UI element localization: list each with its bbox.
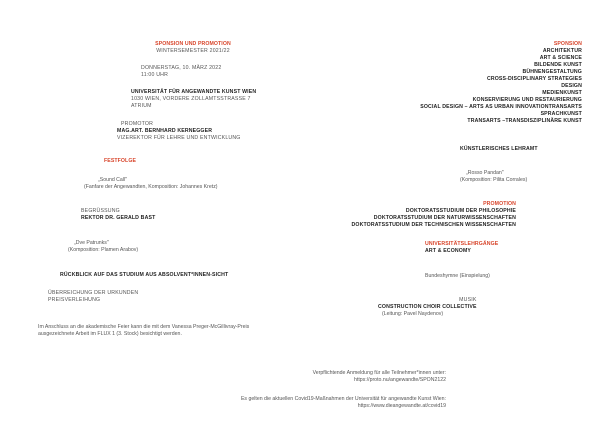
music-name: CONSTRUCTION CHOIR COLLECTIVE [378,304,477,310]
exhibition-note-line-1: Im Anschluss an die akademische Feier kann die mit dem Vanessa Preger-McGillivray-Preis [38,324,250,330]
sponsion-item: KONSERVIERUNG UND RESTAURIERUNG [472,97,582,103]
covid-line-1: Es gelten die aktuellen Covid19-Maßnahmen der Universität für angewandte Kunst Wien: [240,396,446,402]
rosso-pandan-credit: (Komposition: Pilita Corrales) [460,177,528,183]
registration-link[interactable]: https://proto.nu/angewandte/SPON2122 [354,377,446,383]
sound-call-title: „Sound Call" [98,177,127,183]
exhibition-note-line-2: ausgezeichnete Arbeit im FLUX 1 (3. Stock) besichtigt werden. [38,331,182,337]
promotion-list [351,208,516,229]
dve-patrunks-item [68,240,138,254]
sponsion-item: DESIGN [561,83,582,89]
music-section [378,297,477,318]
promotion-item: DOKTORATSSTUDIUM DER TECHNISCHEN WISSENSCHAFTEN [351,222,516,228]
sponsion-item: SOCIAL DESIGN – ARTS AS URBAN INNOVATIONTRANSARTS [420,104,582,110]
date-time [141,65,221,79]
promotion-heading: PROMOTION [483,201,516,207]
event-date: DONNERSTAG, 10. MÄRZ 2022 [141,65,222,71]
left-heading: SPONSION UND PROMOTION [155,41,231,47]
courses-heading: UNIVERSITÄTSLEHRGÄNGE [425,241,499,247]
courses-section [425,241,498,255]
registration-note [313,370,446,384]
covid-note [241,396,446,410]
sponsion-item: ART & SCIENCE [539,55,582,61]
sponsion-item: SPRACHKUNST [540,111,582,117]
promotor [117,121,241,142]
welcome-label: BEGRÜSSUNG [81,208,120,214]
sponsion-item: CROSS-DISCIPLINARY STRATEGIES [486,76,582,82]
rosso-pandan-title: „Rosso Pandan" [466,170,504,176]
handover-awards: PREISVERLEIHUNG [48,297,101,303]
sponsion-heading: SPONSION [553,41,582,47]
handover-certificates: ÜBERREICHUNG DER URKUNDEN [48,290,139,296]
anthem-item: Bundeshymne (Einspielung) [425,273,490,279]
venue: ATRIUM [131,103,152,109]
dve-patrunks-credit: (Komposition: Plamen Arabov) [68,247,139,253]
event-header [143,41,243,55]
promotor-role: VIZEREKTOR FÜR LEHRE UND ENTWICKLUNG [117,135,241,141]
welcome-item [81,208,155,222]
sponsion-item: BILDENDE KUNST [534,62,582,68]
welcome-name: REKTOR DR. GERALD BAST [81,215,156,221]
promotion-item: DOKTORATSSTUDIUM DER NATURWISSENSCHAFTEN [373,215,516,221]
exhibition-note [38,324,249,338]
sponsion-item: BÜHNENGESTALTUNG [522,69,582,75]
music-label: MUSIK [459,297,477,303]
festfolge-heading: FESTFOLGE [104,158,137,164]
location [131,89,256,110]
covid-link[interactable]: https://www.dieangewandte.at/covid19 [357,403,446,409]
event-time: 11:00 UHR [141,72,169,78]
university-name: UNIVERSITÄT FÜR ANGEWANDTE KUNST WIEN [131,89,257,95]
registration-line-1: Verpflichtende Anmeldung für alle Teilnehmer*innen unter: [312,370,446,376]
courses-item: ART & ECONOMY [425,248,472,254]
teaching-item: KÜNSTLERISCHES LEHRAMT [460,146,538,152]
sponsion-item: TRANSARTS –TRANSDISZIPLINÄRE KUNST [467,118,582,124]
review-item: RÜCKBLICK AUF DAS STUDIUM AUS ABSOLVENT*INNEN-SICHT [60,272,229,278]
promotor-label: PROMOTOR [121,121,154,127]
sponsion-list [420,48,582,125]
handover-item [48,290,138,304]
dve-patrunks-title: „Dve Patrunks" [74,240,109,246]
promotion-item: DOKTORATSSTUDIUM DER PHILOSOPHIE [405,208,516,214]
sponsion-item: ARCHITEKTUR [542,48,582,54]
semester: WINTERSEMESTER 2021/22 [156,48,230,54]
sound-call-credit: (Fanfare der Angewandten, Komposition: Johannes Kretz) [84,184,218,190]
promotor-name: MAG.ART. BERNHARD KERNEGGER [117,128,213,134]
sponsion-item: MEDIENKUNST [542,90,582,96]
address: 1030 WIEN, VORDERE ZOLLAMTSSTRASSE 7 [131,96,251,102]
rosso-pandan-item [460,170,527,184]
sound-call-item [84,177,218,191]
music-lead: (Leitung: Pavel Naydenov) [382,311,444,317]
